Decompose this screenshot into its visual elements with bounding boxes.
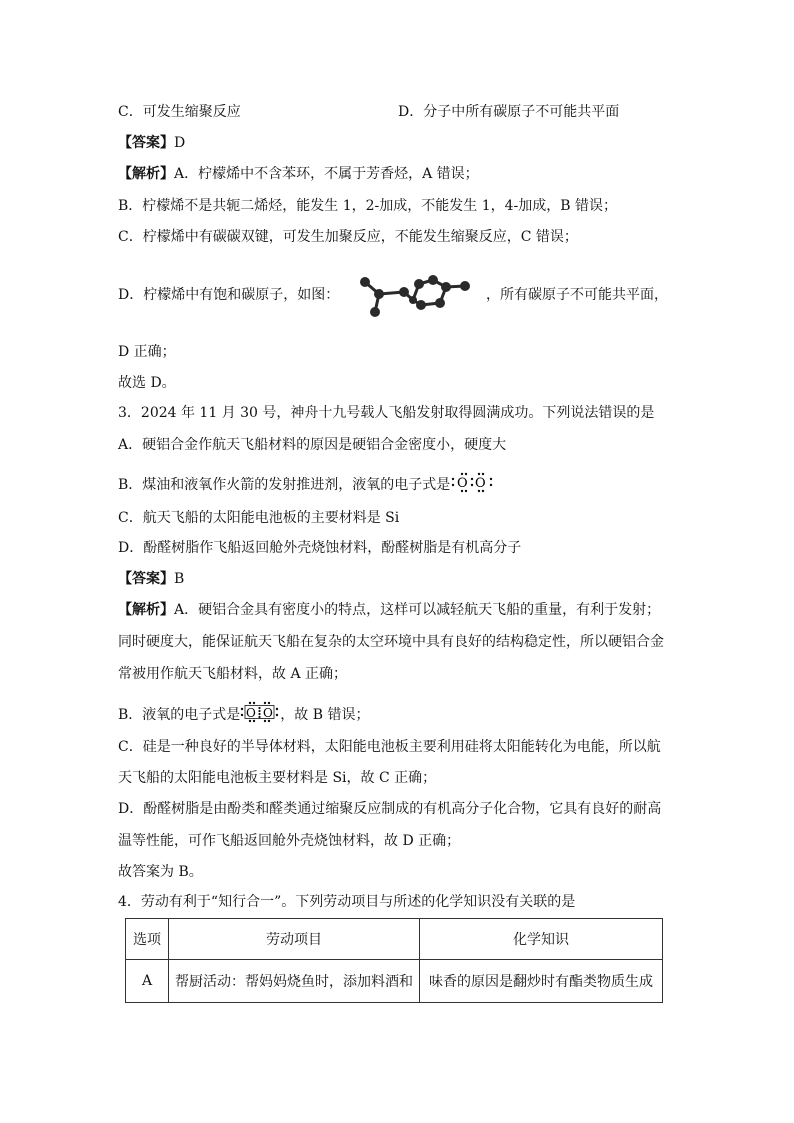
question-4-table bbox=[125, 918, 663, 1003]
conclusion: 故选 D。 bbox=[118, 375, 176, 391]
q3-answer-line bbox=[118, 569, 184, 589]
answer-line bbox=[118, 133, 185, 153]
q3-analysis-a3: 常被用作航天飞船材料，故 A 正确； bbox=[118, 666, 348, 682]
atom bbox=[460, 281, 470, 291]
atom bbox=[399, 287, 409, 297]
atom bbox=[360, 277, 370, 287]
analysis-d-end: D 正确； bbox=[118, 344, 176, 360]
atom bbox=[428, 275, 438, 285]
limonene-ball-stick-diagram bbox=[355, 272, 485, 320]
svg-text:O: O bbox=[475, 476, 486, 491]
q3-answer-label: 【答案】 bbox=[118, 571, 174, 587]
table-cell: 味香的原因是翻炒时有酯类物质生成 bbox=[420, 960, 663, 1003]
q3-analysis-d1: D．酚醛树脂是由酚类和醛类通过缩聚反应制成的有机高分子化合物，它具有良好的耐高 bbox=[118, 801, 662, 817]
q3-analysis-text-a1: A．硬铝合金具有密度小的特点，这样可以减轻航天飞船的重量，有利于发射； bbox=[174, 602, 661, 618]
q3-analysis-d2: 温等性能，可作飞船返回舱外壳烧蚀材料，故 D 正确； bbox=[118, 833, 461, 849]
atom bbox=[414, 279, 424, 289]
q3-option-a: A．硬铝合金作航天飞船材料的原因是硬铝合金密度小，硬度大 bbox=[118, 437, 507, 453]
atom bbox=[370, 307, 380, 317]
svg-text:O: O bbox=[457, 476, 468, 491]
table-header-row bbox=[126, 919, 663, 960]
table-header: 劳动项目 bbox=[169, 919, 420, 960]
q3-analysis-b-text: B．液氧的电子式是 bbox=[118, 707, 241, 723]
q3-analysis-b bbox=[118, 700, 370, 730]
electron-formula-o2-double-bond bbox=[240, 700, 280, 730]
analysis-b: B．柠檬烯不是共轭二烯烃，能发生 1，2-加成，不能发生 1，4-加成，B 错误； bbox=[118, 198, 618, 214]
answer-value: D bbox=[174, 135, 186, 151]
q3-analysis-c1: C．硅是一种良好的半导体材料，太阳能电池板主要利用硅将太阳能转化为电能，所以航 bbox=[118, 739, 661, 755]
analysis-d-post: ，所有碳原子不可能共平面， bbox=[486, 287, 668, 303]
atom bbox=[416, 300, 426, 310]
q3-analysis-b-post: ，故 B 错误； bbox=[280, 707, 370, 723]
q3-option-b-text: B．煤油和液氧作火箭的发射推进剂，液氧的电子式是 bbox=[118, 477, 451, 493]
q3-analysis-a2: 同时硬度大，能保证航天飞船在复杂的太空环境中具有良好的结构稳定性，所以硬铝合金 bbox=[118, 634, 664, 650]
question-4-stem: 4．劳动有利于“知行合一”。下列劳动项目与所述的化学知识没有关联的是 bbox=[118, 894, 576, 910]
question-3-stem: 3．2024 年 11 月 30 号，神舟十九号载人飞船发射取得圆满成功。下列说法错误的是 bbox=[118, 405, 655, 421]
table-row bbox=[126, 960, 663, 1003]
table-header: 化学知识 bbox=[420, 919, 663, 960]
table-cell: 帮厨活动：帮妈妈烧鱼时，添加料酒和 bbox=[169, 960, 420, 1003]
analysis-text-a: A．柠檬烯中不含苯环，不属于芳香烃，A 错误； bbox=[174, 166, 479, 182]
analysis-a bbox=[118, 164, 479, 184]
q3-option-d: D．酚醛树脂作飞船返回舱外壳烧蚀材料，酚醛树脂是有机高分子 bbox=[118, 540, 522, 556]
q3-conclusion: 故答案为 B。 bbox=[118, 864, 203, 880]
q3-answer-value: B bbox=[174, 571, 185, 587]
analysis-d-pre: D．柠檬烯中有饱和碳原子，如图： bbox=[118, 287, 340, 303]
svg-text:O: O bbox=[263, 706, 274, 720]
q3-analysis-a1 bbox=[118, 600, 660, 620]
atom bbox=[441, 282, 451, 292]
q3-option-b bbox=[118, 471, 494, 499]
q3-analysis-label: 【解析】 bbox=[118, 602, 174, 618]
option-d: D．分子中所有碳原子不可能共平面 bbox=[398, 104, 620, 120]
q3-option-c: C．航天飞船的太阳能电池板的主要材料是 Si bbox=[118, 510, 400, 526]
analysis-c: C．柠檬烯中有碳碳双键，可发生加聚反应，不能发生缩聚反应，C 错误； bbox=[118, 229, 578, 245]
electron-formula-o2 bbox=[450, 471, 494, 499]
answer-label: 【答案】 bbox=[118, 135, 174, 151]
table-cell: A bbox=[126, 960, 169, 1003]
option-c: C．可发生缩聚反应 bbox=[118, 104, 241, 120]
table-header: 选项 bbox=[126, 919, 169, 960]
atom bbox=[374, 289, 384, 299]
analysis-label: 【解析】 bbox=[118, 166, 174, 182]
atom bbox=[409, 296, 417, 304]
q3-analysis-c2: 天飞船的太阳能电池板主要材料是 Si，故 C 正确； bbox=[118, 770, 437, 786]
atom bbox=[435, 298, 445, 308]
svg-text:O: O bbox=[246, 706, 257, 720]
